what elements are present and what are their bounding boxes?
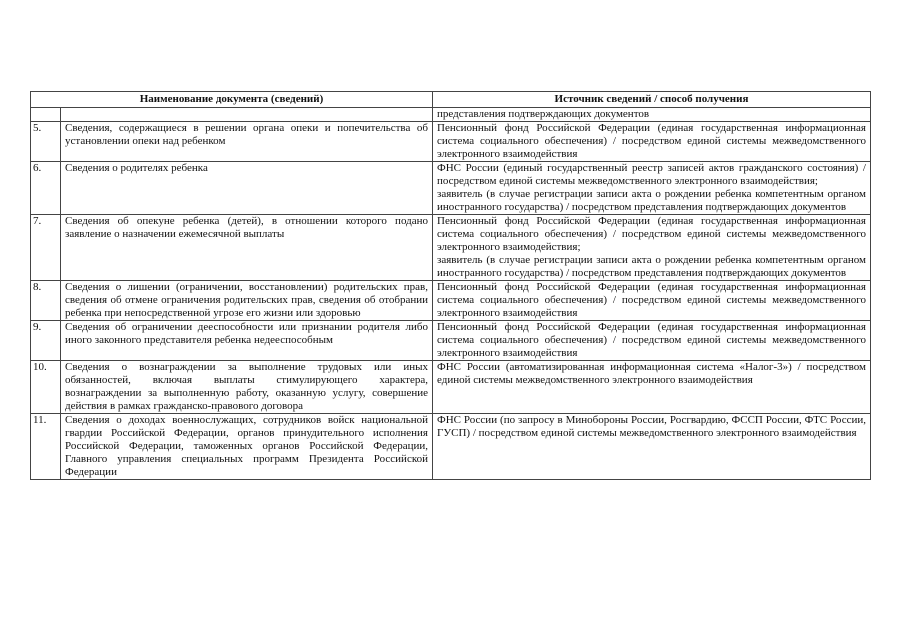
row-source-part: заявитель (в случае регистрации записи акта о рождении ребенка компетентным органом иностранного государства) / посредством представления подтверждающих документов — [437, 188, 866, 213]
row-number: 7. — [31, 215, 61, 281]
table-row — [31, 281, 871, 321]
row-source — [433, 215, 871, 281]
row-source: представления подтверждающих документов — [433, 108, 871, 122]
row-source: Пенсионный фонд Российской Федерации (единая государственная информационная система социального обеспечения) / посредством единой системы межведомственного электронного взаимодействия — [433, 281, 871, 321]
row-source: ФНС России (по запросу в Минобороны России, Росгвардию, ФССП России, ФТС России, ГУСП) / посредством единой системы межведомственного электронного взаимодействия — [433, 414, 871, 480]
table-row — [31, 122, 871, 162]
row-name: Сведения, содержащиеся в решении органа опеки и попечительства об установлении опеки над ребенком — [61, 122, 433, 162]
row-number: 6. — [31, 162, 61, 215]
row-source-part: Пенсионный фонд Российской Федерации (единая государственная информационная система социального обеспечения) / посредством единой системы межведомственного электронного взаимодействия; — [437, 215, 866, 253]
row-name: Сведения об опекуне ребенка (детей), в отношении которого подано заявление о назначении ежемесячной выплаты — [61, 215, 433, 281]
row-source-part: заявитель (в случае регистрации записи акта о рождении ребенка компетентным органом иностранного государства) / посредством представления подтверждающих документов — [437, 254, 866, 279]
documents-table — [30, 91, 871, 480]
row-number: 11. — [31, 414, 61, 480]
table-row-continuation — [31, 108, 871, 122]
row-name: Сведения об ограничении дееспособности или признании родителя либо иного законного представителя ребенка недееспособным — [61, 321, 433, 361]
row-number: 9. — [31, 321, 61, 361]
table-header-row — [31, 92, 871, 108]
row-source — [433, 162, 871, 215]
row-source: ФНС России (автоматизированная информационная система «Налог-3») / посредством единой системы межведомственного электронного взаимодействия — [433, 361, 871, 414]
row-name: Сведения о родителях ребенка — [61, 162, 433, 215]
table-row — [31, 162, 871, 215]
table-row — [31, 215, 871, 281]
row-source: Пенсионный фонд Российской Федерации (единая государственная информационная система социального обеспечения) / посредством единой системы межведомственного электронного взаимодействия — [433, 122, 871, 162]
header-source: Источник сведений / способ получения — [433, 92, 871, 108]
row-name: Сведения о вознаграждении за выполнение трудовых или иных обязанностей, включая выплаты стимулирующего характера, вознаграждении за выполненную работу, оказанную услугу, совершение действия в рамках гражданско-правового договора — [61, 361, 433, 414]
row-number: 10. — [31, 361, 61, 414]
row-number — [31, 108, 61, 122]
row-number: 5. — [31, 122, 61, 162]
row-name: Сведения о лишении (ограничении, восстановлении) родительских прав, сведения об отмене ограничения родительских прав, сведения об отобрании ребенка при непосредственной угрозе его жизни или здоровью — [61, 281, 433, 321]
row-number: 8. — [31, 281, 61, 321]
table-row — [31, 414, 871, 480]
table-row — [31, 321, 871, 361]
row-name: Сведения о доходах военнослужащих, сотрудников войск национальной гвардии Российской Федерации, органов принудительного исполнения Российской Федерации, таможенных органов Российской Федерации, Главного управления специальных программ Президента Российской Федерации — [61, 414, 433, 480]
table-row — [31, 361, 871, 414]
row-name — [61, 108, 433, 122]
header-name: Наименование документа (сведений) — [31, 92, 433, 108]
row-source-part: ФНС России (единый государственный реестр записей актов гражданского состояния) / посредством единой системы межведомственного электронного взаимодействия; — [437, 162, 866, 187]
document-page — [30, 91, 870, 480]
row-source: Пенсионный фонд Российской Федерации (единая государственная информационная система социального обеспечения) / посредством единой системы межведомственного электронного взаимодействия — [433, 321, 871, 361]
